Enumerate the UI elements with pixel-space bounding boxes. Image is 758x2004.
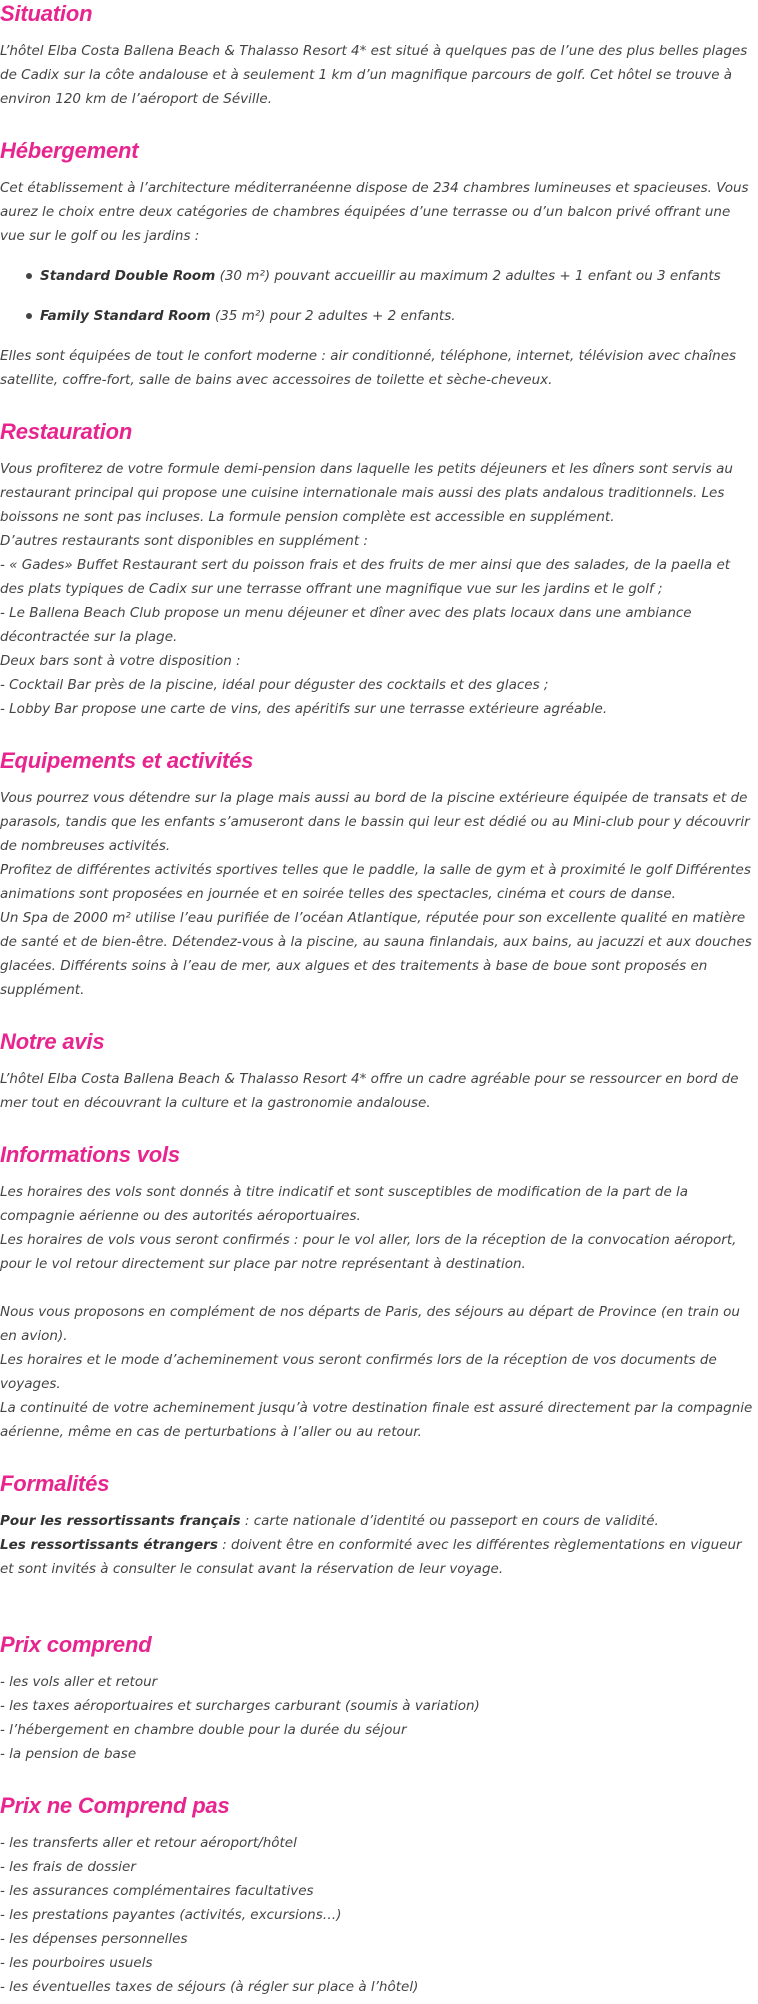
- section-vols: [0, 1141, 758, 1444]
- paragraph-line: Vous pourrez vous détendre sur la plage mais aussi au bord de la piscine extérieure équipée de transats et de parasols, tandis que les enfants s’amuseront dans le bassin qui leur est dédié ou au Mini-club pour y découvrir de nombreuses activités.: [0, 790, 750, 854]
- list-item: - les assurances complémentaires facultatives: [0, 1883, 314, 1899]
- formalite-label: Les ressortissants étrangers: [0, 1537, 218, 1553]
- paragraph-line: Deux bars sont à votre disposition :: [0, 653, 241, 669]
- formalites-text: [0, 1509, 758, 1581]
- list-item: - l’hébergement en chambre double pour la durée du séjour: [0, 1722, 407, 1738]
- paragraph-line: Les horaires des vols sont donnés à titre indicatif et sont susceptibles de modification de la part de la compagnie aérienne ou des autorités aéroportuaires.: [0, 1184, 689, 1224]
- formalite-item: [0, 1533, 758, 1581]
- avis-text: L’hôtel Elba Costa Ballena Beach & Thalasso Resort 4* offre un cadre agréable pour se ressourcer en bord de mer tout en découvrant la culture et la gastronomie andalouse.: [0, 1071, 739, 1111]
- restauration-text: [0, 457, 758, 721]
- room-detail: (35 m²) pour 2 adultes + 2 enfants.: [210, 308, 456, 324]
- section-title-situation: Situation: [0, 1, 93, 26]
- paragraph-line: - « Gades» Buffet Restaurant sert du poisson frais et des fruits de mer ainsi que des salades, de la paella et des plats typiques de Cadix sur une terrasse offrant une magnifique vue sur les jardins et le golf ;: [0, 557, 731, 597]
- vols-text-a: [0, 1180, 758, 1276]
- paragraph-line: Les horaires de vols vous seront confirmés : pour le vol aller, lors de la réception de la convocation aéroport, pour le vol retour directement sur place par notre représentant à destination.: [0, 1232, 737, 1272]
- list-item: - les vols aller et retour: [0, 1674, 158, 1690]
- paragraph-line: - Cocktail Bar près de la piscine, idéal pour déguster des cocktails et des glaces ;: [0, 677, 549, 693]
- section-formalites: [0, 1470, 758, 1581]
- list-item: - les pourboires usuels: [0, 1955, 153, 1971]
- room-name: Family Standard Room: [40, 308, 211, 324]
- room-item: [40, 304, 758, 328]
- section-title-vols: Informations vols: [0, 1142, 180, 1167]
- situation-text: L’hôtel Elba Costa Ballena Beach & Thalasso Resort 4* est situé à quelques pas de l’une des plus belles plages de Cadix sur la côte andalouse et à seulement 1 km d’un magnifique parcours de golf. Cet hôtel se trouve à environ 120 km de l’aéroport de Séville.: [0, 43, 748, 107]
- section-title-prix-comprend: Prix comprend: [0, 1632, 152, 1657]
- vols-text-b: [0, 1300, 758, 1444]
- paragraph-line: Vous profiterez de votre formule demi-pension dans laquelle les petits déjeuners et les dîners sont servis au restaurant principal qui propose une cuisine internationale mais aussi des plats andalous traditionnels. Les boissons ne sont pas incluses. La formule pension complète est accessible en supplément.: [0, 461, 733, 525]
- section-prix-comprend: [0, 1631, 758, 1766]
- formalite-label: Pour les ressortissants français: [0, 1513, 241, 1529]
- section-title-avis: Notre avis: [0, 1029, 105, 1054]
- section-restauration: [0, 418, 758, 721]
- section-avis: [0, 1028, 758, 1115]
- section-title-restauration: Restauration: [0, 419, 133, 444]
- formalite-text: : doivent être en conformité avec les différentes règlementations en vigueur et sont invités à consulter le consulat avant la réservation de leur voyage.: [0, 1537, 742, 1577]
- prix-ne-comprend-list: [0, 1831, 758, 1999]
- paragraph-line: Les horaires et le mode d’acheminement vous seront confirmés lors de la réception de vos documents de voyages.: [0, 1352, 717, 1392]
- equipements-text: [0, 786, 758, 1002]
- paragraph-line: - Le Ballena Beach Club propose un menu déjeuner et dîner avec des plats locaux dans une ambiance décontractée sur la plage.: [0, 605, 692, 645]
- room-item: [40, 264, 758, 288]
- list-item: - les frais de dossier: [0, 1859, 136, 1875]
- list-item: - les transferts aller et retour aéroport/hôtel: [0, 1835, 297, 1851]
- formalite-text: : carte nationale d’identité ou passeport en cours de validité.: [240, 1513, 659, 1529]
- prix-comprend-list: [0, 1670, 758, 1766]
- paragraph-line: Nous vous proposons en complément de nos départs de Paris, des séjours au départ de Province (en train ou en avion).: [0, 1304, 740, 1344]
- room-name: Standard Double Room: [40, 268, 216, 284]
- section-prix-ne-comprend: [0, 1792, 758, 1999]
- section-hebergement: [0, 137, 758, 392]
- hebergement-intro: Cet établissement à l’architecture méditerranéenne dispose de 234 chambres lumineuses et spacieuses. Vous aurez le choix entre deux catégories de chambres équipées d’une terrasse ou d’un balcon privé offrant une vue sur le golf ou les jardins :: [0, 180, 749, 244]
- paragraph-line: Un Spa de 2000 m² utilise l’eau purifiée de l’océan Atlantique, réputée pour son excellente qualité en matière de santé et de bien-être. Détendez-vous à la piscine, au sauna finlandais, aux bains, au jacuzzi et aux douches glacées. Différents soins à l’eau de mer, aux algues et des traitements à base de boue sont proposés en supplément.: [0, 910, 752, 998]
- formalite-item: [0, 1509, 758, 1533]
- section-equipements: [0, 747, 758, 1002]
- room-detail: (30 m²) pouvant accueillir au maximum 2 adultes + 1 enfant ou 3 enfants: [215, 268, 721, 284]
- section-title-hebergement: Hébergement: [0, 138, 139, 163]
- list-item: - la pension de base: [0, 1746, 137, 1762]
- hebergement-outro: Elles sont équipées de tout le confort moderne : air conditionné, téléphone, internet, télévision avec chaînes satellite, coffre-fort, salle de bains avec accessoires de toilette et sèche-cheveux.: [0, 348, 737, 388]
- paragraph-line: - Lobby Bar propose une carte de vins, des apéritifs sur une terrasse extérieure agréable.: [0, 701, 608, 717]
- list-item: - les éventuelles taxes de séjours (à régler sur place à l’hôtel): [0, 1979, 419, 1995]
- paragraph-line: D’autres restaurants sont disponibles en supplément :: [0, 533, 368, 549]
- section-situation: [0, 0, 758, 111]
- section-title-prix-ne-comprend: Prix ne Comprend pas: [0, 1793, 230, 1818]
- paragraph-line: La continuité de votre acheminement jusqu’à votre destination finale est assuré directement par la compagnie aérienne, même en cas de perturbations à l’aller ou au retour.: [0, 1400, 753, 1440]
- section-title-equipements: Equipements et activités: [0, 748, 254, 773]
- list-item: - les prestations payantes (activités, excursions…): [0, 1907, 342, 1923]
- paragraph-line: Profitez de différentes activités sportives telles que le paddle, la salle de gym et à proximité le golf Différentes animations sont proposées en journée et en soirée telles des spectacles, cinéma et cours de danse.: [0, 862, 751, 902]
- list-item: - les dépenses personnelles: [0, 1931, 188, 1947]
- section-title-formalites: Formalités: [0, 1471, 110, 1496]
- room-list: [0, 264, 758, 328]
- list-item: - les taxes aéroportuaires et surcharges carburant (soumis à variation): [0, 1698, 480, 1714]
